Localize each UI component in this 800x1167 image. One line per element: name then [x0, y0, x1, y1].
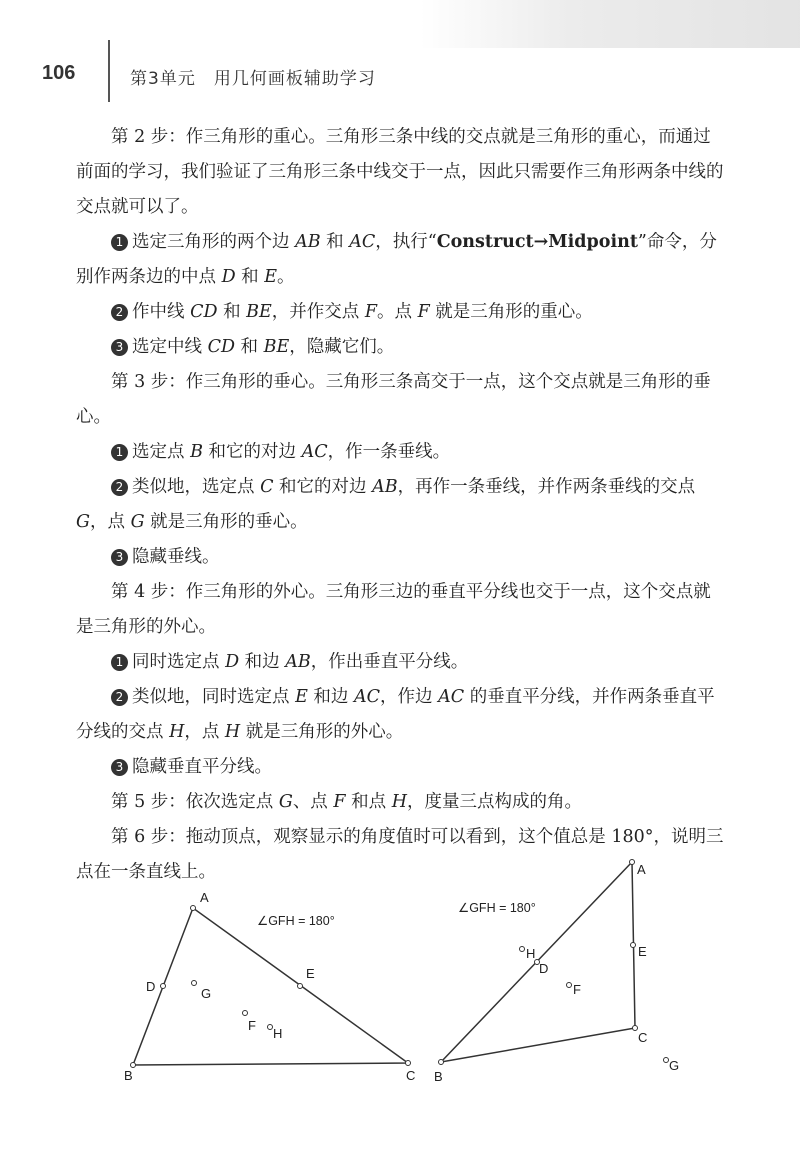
left-label-b: B: [124, 1068, 133, 1083]
circled-number: 3: [111, 759, 128, 776]
paragraph-step-5: 第 5 步：依次选定点 G、点 F 和点 H，度量三点构成的角。: [111, 792, 582, 812]
circled-number: 2: [111, 304, 128, 321]
step-2-item-1: 1 选定三角形的两个边 AB 和 AC，执行“Construct→Midpoint”命令，分别作两条边的中点 D 和 E。: [76, 232, 717, 287]
paragraph-step-6: 第 6 步：拖动顶点，观察显示的角度值时可以看到，这个值总是 180°，说明三点在一条直线上。: [76, 827, 724, 882]
right-point-b: [439, 1060, 444, 1065]
right-point-f: [567, 983, 572, 988]
left-label-a: A: [200, 890, 209, 905]
step-3-item-2: 2 类似地，选定点 C 和它的对边 AB，再作一条垂线，并作两条垂线的交点 G，点 G 就是三角形的垂心。: [76, 477, 696, 532]
right-label-d: D: [539, 961, 549, 976]
step-3-item-3: 3 隐藏垂线。: [76, 540, 726, 575]
left-label-h: H: [273, 1026, 283, 1041]
right-point-a: [630, 860, 635, 865]
right-label-h: H: [526, 946, 536, 961]
right-label-a: A: [637, 862, 646, 877]
step-2-item-3: 3 选定中线 CD 和 BE，隐藏它们。: [76, 330, 726, 365]
right-point-h: [520, 947, 525, 952]
right-label-c: C: [638, 1030, 648, 1045]
right-point-c: [633, 1026, 638, 1031]
circled-number: 1: [111, 234, 128, 251]
paragraph-step-3: 第 3 步：作三角形的垂心。三角形三条高交于一点，这个交点就是三角形的垂心。: [76, 372, 711, 427]
circled-number: 2: [111, 479, 128, 496]
paragraph-step-2: 第 2 步：作三角形的重心。三角形三条中线的交点就是三角形的重心，而通过前面的学习，我们验证了三角形三条中线交于一点，因此只需要作三角形两条中线的交点就可以了。: [76, 127, 724, 217]
right-label-g: G: [669, 1058, 680, 1073]
circled-number: 3: [111, 339, 128, 356]
left-label-e: E: [306, 966, 315, 981]
step-4-item-2: 2 类似地，同时选定点 E 和边 AC，作边 AC 的垂直平分线，并作两条垂直平分线的交点 H，点 H 就是三角形的外心。: [76, 687, 715, 742]
step-3-item-1: 1 选定点 B 和它的对边 AC，作一条垂线。: [76, 435, 726, 470]
step-2-item-2: 2 作中线 CD 和 BE，并作交点 F。点 F 就是三角形的重心。: [76, 295, 726, 330]
running-header-title: 第3单元 用几何画板辅助学习: [130, 69, 376, 89]
right-angle-measure: ∠GFH = 180°: [458, 901, 536, 915]
left-label-c: C: [406, 1068, 416, 1083]
page-number: 106: [42, 62, 76, 84]
left-label-d: D: [146, 979, 156, 994]
right-point-e: [631, 943, 636, 948]
right-point-g: [664, 1058, 669, 1063]
step-4-item-3: 3 隐藏垂直平分线。: [76, 750, 726, 785]
circled-number: 1: [111, 444, 128, 461]
right-label-e: E: [638, 944, 647, 959]
left-label-g: G: [201, 986, 212, 1001]
right-label-f: F: [573, 982, 581, 997]
left-label-f: F: [248, 1018, 256, 1033]
circled-number: 1: [111, 654, 128, 671]
right-label-b: B: [434, 1069, 443, 1084]
circled-number: 2: [111, 689, 128, 706]
step-4-item-1: 1 同时选定点 D 和边 AB，作出垂直平分线。: [76, 645, 726, 680]
menu-command: Construct→Midpoint: [436, 232, 638, 252]
left-angle-measure: ∠GFH = 180°: [257, 914, 335, 928]
paragraph-step-4: 第 4 步：作三角形的外心。三角形三边的垂直平分线也交于一点，这个交点就是三角形的外心。: [76, 582, 711, 637]
circled-number: 3: [111, 549, 128, 566]
